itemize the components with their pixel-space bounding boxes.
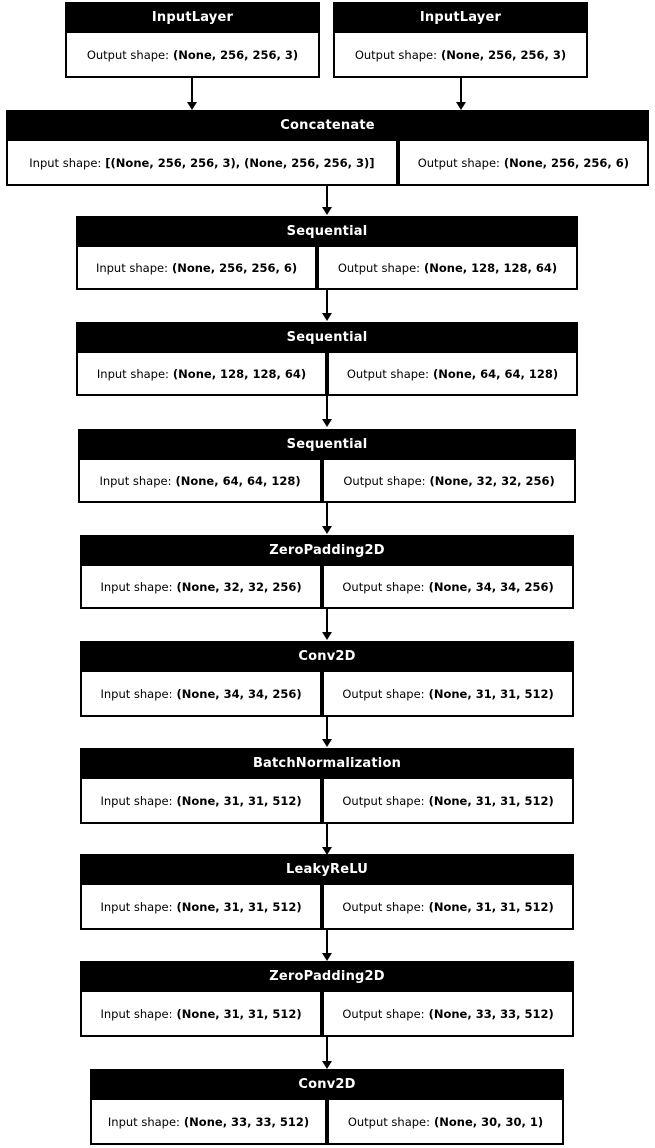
node-body xyxy=(334,32,587,77)
cell-value: (None, 31, 31, 512) xyxy=(176,1006,302,1021)
cell-label: Input shape: xyxy=(95,260,168,275)
node-title: Conv2D xyxy=(91,1070,563,1099)
cell-label: Input shape: xyxy=(96,366,169,381)
node-input-shape-cell xyxy=(81,565,321,608)
node-conv2d-2[interactable] xyxy=(90,1069,564,1145)
node-body xyxy=(79,459,575,502)
node-conv2d-1[interactable] xyxy=(80,641,574,717)
node-output-shape-cell xyxy=(323,565,573,608)
arrowhead xyxy=(322,313,332,321)
edge-sequential-2-to-sequential-3 xyxy=(326,396,328,421)
node-leakyrelu[interactable] xyxy=(80,854,574,930)
node-input-layer-left[interactable] xyxy=(65,2,320,78)
node-title: Sequential xyxy=(77,217,577,246)
node-input-shape-cell xyxy=(77,246,316,289)
node-title: InputLayer xyxy=(66,3,319,32)
node-output-shape-cell xyxy=(323,459,575,502)
node-output-shape-cell xyxy=(328,1099,563,1144)
cell-label: Output shape: xyxy=(417,155,500,170)
node-zeropadding2d-1[interactable] xyxy=(80,535,574,609)
cell-value: (None, 128, 128, 64) xyxy=(424,260,558,275)
edge-zeropadding2d-1-to-conv2d-1 xyxy=(326,609,328,634)
node-input-shape-cell xyxy=(81,991,321,1036)
cell-label: Output shape: xyxy=(342,899,425,914)
node-output-shape-cell xyxy=(323,671,573,716)
cell-value: (None, 32, 32, 256) xyxy=(176,579,302,594)
node-title: InputLayer xyxy=(334,3,587,32)
cell-label: Input shape: xyxy=(100,1006,173,1021)
edge-leakyrelu-to-zeropadding2d-2 xyxy=(326,930,328,955)
edge-zeropadding2d-2-to-conv2d-2 xyxy=(326,1037,328,1063)
cell-value: (None, 64, 64, 128) xyxy=(175,473,301,488)
cell-label: Input shape: xyxy=(29,155,102,170)
cell-value: (None, 31, 31, 512) xyxy=(428,899,554,914)
node-input-shape-cell xyxy=(79,459,321,502)
cell-label: Output shape: xyxy=(342,793,425,808)
arrowhead xyxy=(322,632,332,640)
node-sequential-1[interactable] xyxy=(76,216,578,290)
cell-value: (None, 33, 33, 512) xyxy=(183,1114,310,1129)
cell-value: (None, 31, 31, 512) xyxy=(428,686,554,701)
node-input-shape-cell xyxy=(81,884,321,929)
cell-value: (None, 31, 31, 512) xyxy=(428,793,554,808)
cell-label: Input shape: xyxy=(100,899,173,914)
node-output-shape-cell xyxy=(328,352,577,395)
cell-label: Output shape: xyxy=(343,473,426,488)
node-zeropadding2d-2[interactable] xyxy=(80,961,574,1037)
cell-label: Output shape: xyxy=(346,366,430,381)
cell-value: (None, 31, 31, 512) xyxy=(176,899,302,914)
node-input-shape-cell xyxy=(81,671,321,716)
edge-conv2d-1-to-batchnormalization xyxy=(326,717,328,741)
cell-value: (None, 256, 256, 6) xyxy=(503,155,630,170)
node-title: LeakyReLU xyxy=(81,855,573,884)
cell-value: (None, 30, 30, 1) xyxy=(434,1114,544,1129)
node-input-layer-right[interactable] xyxy=(333,2,588,78)
arrowhead xyxy=(456,102,466,110)
cell-value: (None, 33, 33, 512) xyxy=(428,1006,554,1021)
cell-label: Output shape: xyxy=(337,260,421,275)
cell-value: (None, 256, 256, 3) xyxy=(441,47,567,62)
node-title: ZeroPadding2D xyxy=(81,536,573,565)
node-title: Sequential xyxy=(79,430,575,459)
cell-label: Output shape: xyxy=(342,686,425,701)
cell-value: (None, 64, 64, 128) xyxy=(433,366,559,381)
node-body xyxy=(91,1099,563,1144)
arrowhead xyxy=(322,419,332,427)
node-body xyxy=(81,991,573,1036)
node-title: Conv2D xyxy=(81,642,573,671)
cell-label: Output shape: xyxy=(354,47,438,62)
node-body xyxy=(81,565,573,608)
node-sequential-2[interactable] xyxy=(76,322,578,396)
node-output-shape-cell xyxy=(334,32,587,77)
edge-input-right-to-concatenate xyxy=(460,78,462,104)
cell-label: Output shape: xyxy=(347,1114,431,1129)
cell-value: (None, 34, 34, 256) xyxy=(428,579,554,594)
cell-value: [(None, 256, 256, 3), (None, 256, 256, 3)] xyxy=(105,155,375,170)
node-concatenate[interactable] xyxy=(6,110,649,186)
node-body xyxy=(81,884,573,929)
node-input-shape-cell xyxy=(81,778,321,823)
arrowhead xyxy=(187,102,197,110)
node-body xyxy=(66,32,319,77)
edge-sequential-3-to-zeropadding2d-1 xyxy=(326,503,328,528)
cell-value: (None, 128, 128, 64) xyxy=(172,366,307,381)
node-output-shape-cell xyxy=(323,778,573,823)
edge-input-left-to-concatenate xyxy=(191,78,193,104)
node-output-shape-cell xyxy=(318,246,577,289)
node-output-shape-cell xyxy=(66,32,319,77)
node-body xyxy=(77,246,577,289)
node-title: Sequential xyxy=(77,323,577,352)
node-body xyxy=(7,140,648,185)
cell-label: Input shape: xyxy=(100,686,173,701)
cell-label: Output shape: xyxy=(342,579,425,594)
node-input-shape-cell xyxy=(91,1099,326,1144)
node-input-shape-cell xyxy=(7,140,397,185)
cell-value: (None, 256, 256, 3) xyxy=(173,47,299,62)
cell-value: (None, 31, 31, 512) xyxy=(176,793,302,808)
cell-value: (None, 256, 256, 6) xyxy=(171,260,298,275)
arrowhead xyxy=(322,953,332,961)
node-output-shape-cell xyxy=(399,140,648,185)
arrowhead xyxy=(322,739,332,747)
cell-value: (None, 32, 32, 256) xyxy=(429,473,555,488)
arrowhead xyxy=(322,526,332,534)
node-output-shape-cell xyxy=(323,991,573,1036)
arrowhead xyxy=(322,207,332,215)
node-title: BatchNormalization xyxy=(81,749,573,778)
node-output-shape-cell xyxy=(323,884,573,929)
node-batchnormalization[interactable] xyxy=(80,748,574,824)
cell-label: Input shape: xyxy=(100,579,173,594)
cell-label: Input shape: xyxy=(107,1114,180,1129)
cell-label: Input shape: xyxy=(99,473,172,488)
cell-label: Output shape: xyxy=(86,47,170,62)
cell-value: (None, 34, 34, 256) xyxy=(176,686,302,701)
node-body xyxy=(77,352,577,395)
cell-label: Output shape: xyxy=(342,1006,425,1021)
arrowhead xyxy=(322,1061,332,1069)
edge-batchnormalization-to-leakyrelu xyxy=(326,824,328,849)
edge-sequential-1-to-sequential-2 xyxy=(326,290,328,315)
node-sequential-3[interactable] xyxy=(78,429,576,503)
node-body xyxy=(81,778,573,823)
node-body xyxy=(81,671,573,716)
node-title: Concatenate xyxy=(7,111,648,140)
cell-label: Input shape: xyxy=(100,793,173,808)
node-title: ZeroPadding2D xyxy=(81,962,573,991)
edge-concatenate-to-sequential-1 xyxy=(326,186,328,209)
node-input-shape-cell xyxy=(77,352,326,395)
